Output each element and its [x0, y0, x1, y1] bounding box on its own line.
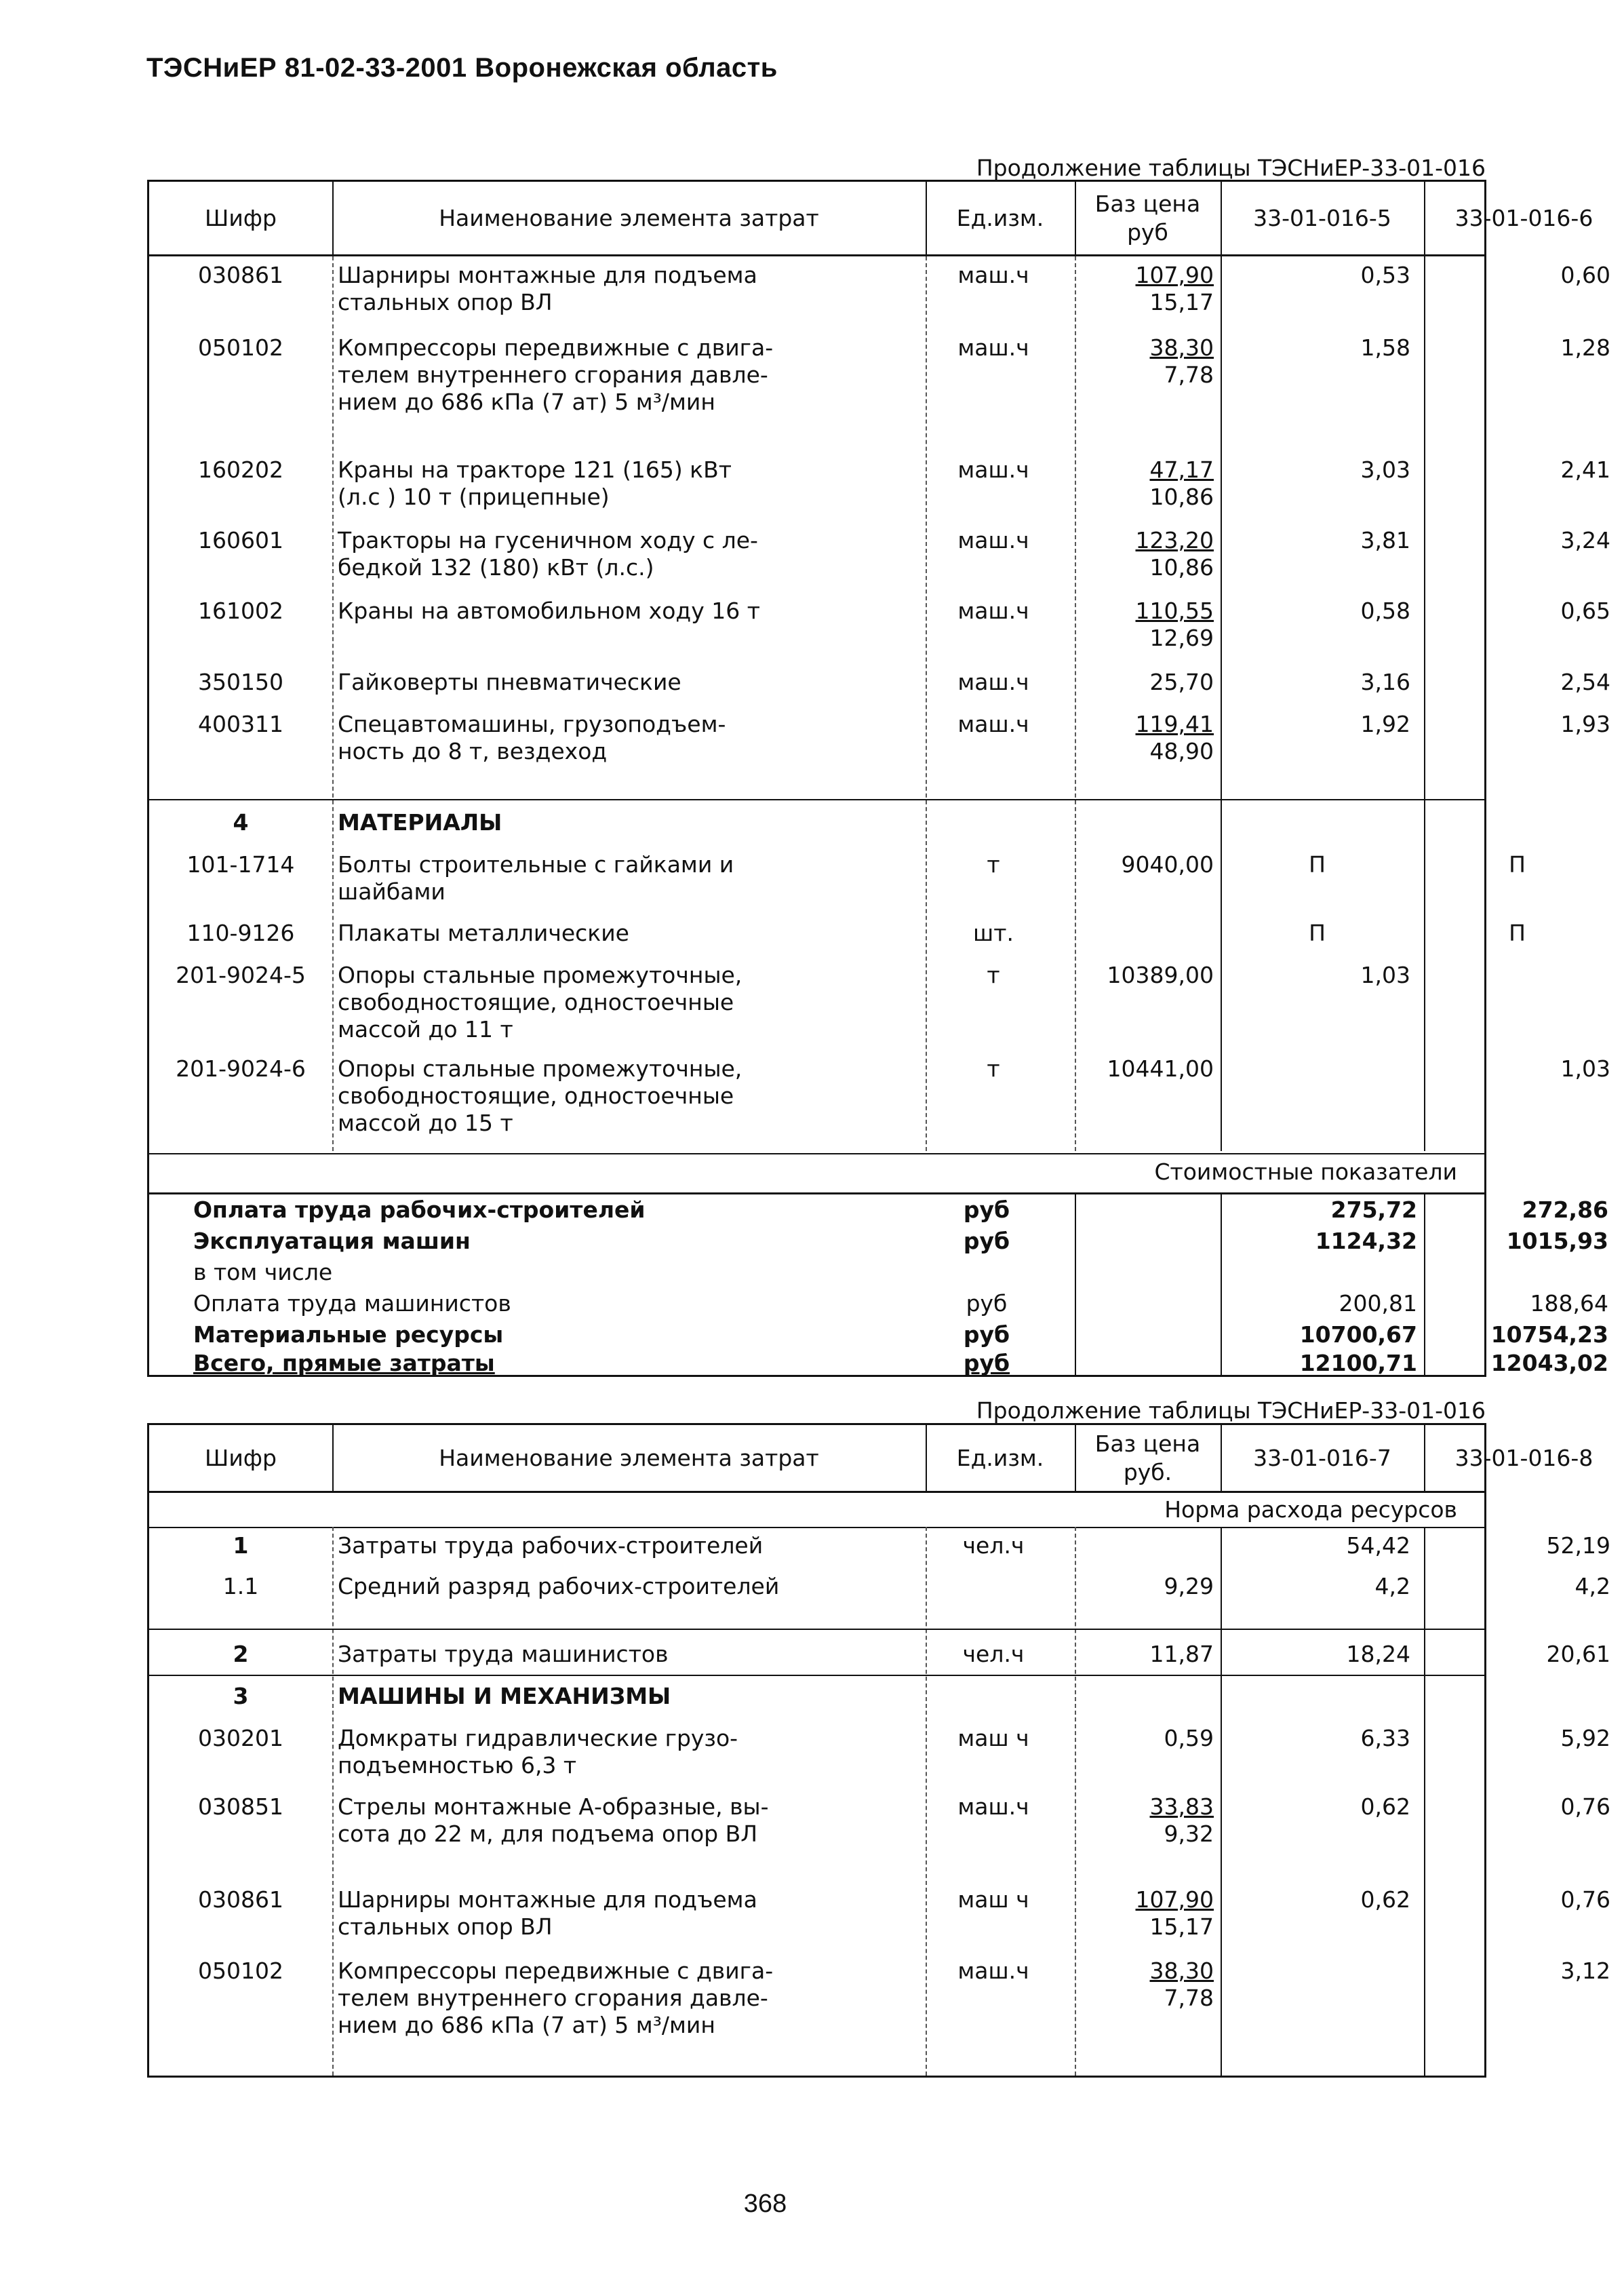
cell-price: 123,20 10,86: [1135, 527, 1214, 581]
cell-name: Шарниры монтажные для подъема стальных опор ВЛ: [338, 262, 757, 315]
cell-price: 10441,00: [1107, 1055, 1214, 1082]
cell-unit: т: [987, 1055, 1000, 1082]
divider: [149, 1629, 1484, 1630]
cell-norm2: 3,12: [1560, 1958, 1610, 1984]
cell-name: Компрессоры передвижные с двига- телем внутреннего сгорания давле- нием до 686 кПа (7 ат) 5 м³/мин: [338, 1958, 774, 2038]
cell-name: Затраты труда машинистов: [338, 1641, 669, 1667]
summary-unit: руб: [963, 1228, 1010, 1254]
cell-norm2: 1,28: [1560, 334, 1610, 361]
summary-label: в том числе: [193, 1259, 333, 1285]
cell-price: 107,90 15,17: [1135, 1886, 1214, 1940]
cell-norm2: 2,41: [1560, 456, 1610, 483]
cell-code: 161002: [198, 598, 283, 624]
col-norm2-header: 33-01-016-6: [1454, 204, 1593, 231]
cell-name: Опоры стальные промежуточные, свободностоящие, одностоечные массой до 15 т: [338, 1055, 742, 1136]
cell-norm2: 0,65: [1560, 598, 1610, 624]
table1-header: [149, 182, 1593, 256]
cell-norm2: 1,93: [1560, 711, 1610, 737]
summary-unit: руб: [963, 1321, 1010, 1348]
cell-norm1: 3,16: [1360, 669, 1410, 695]
cell-norm2: 20,61: [1546, 1641, 1610, 1667]
divider: [149, 799, 1484, 800]
cell-norm2: 4,2: [1575, 1573, 1610, 1599]
divider: [332, 1527, 334, 2076]
cell-price: 9,29: [1164, 1573, 1214, 1599]
cell-name: Спецавтомашины, грузоподъем- ность до 8 т, вездеход: [338, 711, 726, 764]
cell-code: 030201: [198, 1725, 283, 1751]
cell-price: 107,90 15,17: [1135, 262, 1214, 315]
cell-code: 350150: [198, 669, 283, 695]
col-norm2-header: 33-01-016-8: [1454, 1444, 1593, 1471]
cell-norm2: П: [1509, 851, 1526, 878]
cell-norm2: 5,92: [1560, 1725, 1610, 1751]
summary-label: Всего, прямые затраты: [193, 1350, 495, 1376]
cell-name: Стрелы монтажные А-образные, вы- сота до 22 м, для подъема опор ВЛ: [338, 1793, 769, 1847]
col-price-header: Баз цена руб: [1094, 191, 1201, 246]
cell-name: Опоры стальные промежуточные, свободностоящие, одностоечные массой до 11 т: [338, 962, 742, 1043]
cell-code: 400311: [198, 711, 283, 737]
col-name-header: Наименование элемента затрат: [439, 204, 819, 231]
divider: [1221, 256, 1222, 1151]
cost-header-label: Стоимостные показатели: [1154, 1159, 1457, 1185]
summary-value1: 1124,32: [1315, 1228, 1417, 1254]
norm-header-label: Норма расхода ресурсов: [1164, 1496, 1457, 1523]
divider: [1075, 182, 1076, 256]
table1-continuation-label: Продолжение таблицы ТЭСНиЕР-33-01-016: [976, 155, 1486, 181]
summary-label: Оплата труда рабочих-строителей: [193, 1196, 646, 1223]
cell-name: Средний разряд рабочих-строителей: [338, 1573, 780, 1599]
cell-unit: маш.ч: [957, 711, 1029, 737]
cell-name: Шарниры монтажные для подъема стальных опор ВЛ: [338, 1886, 757, 1940]
divider: [332, 256, 334, 1151]
divider: [1075, 1425, 1076, 1493]
cell-price: 110,55 12,69: [1135, 598, 1214, 651]
cell-norm2: 0,76: [1560, 1793, 1610, 1820]
cell-code: 030861: [198, 1886, 283, 1913]
summary-value1: 200,81: [1339, 1290, 1417, 1317]
cell-unit: маш.ч: [957, 669, 1029, 695]
cell-code: 030851: [198, 1793, 283, 1820]
section-title: МАШИНЫ И МЕХАНИЗМЫ: [338, 1683, 671, 1709]
cell-price: 119,41 48,90: [1135, 711, 1214, 764]
cell-norm2: 52,19: [1546, 1532, 1610, 1559]
cell-name: Краны на автомобильном ходу 16 т: [338, 598, 760, 624]
cell-unit: маш.ч: [957, 456, 1029, 483]
summary-value2: 10754,23: [1490, 1321, 1608, 1348]
cell-price: 33,83 9,32: [1149, 1793, 1214, 1847]
cell-name: Домкраты гидравлические грузо- подъемностью 6,3 т: [338, 1725, 738, 1778]
cell-name: Компрессоры передвижные с двига- телем внутреннего сгорания давле- нием до 686 кПа (7 ат) 5 м³/мин: [338, 334, 774, 415]
cell-price: 9040,00: [1121, 851, 1214, 878]
divider: [149, 1153, 1484, 1154]
divider: [1221, 1192, 1222, 1375]
table2-continuation-label: Продолжение таблицы ТЭСНиЕР-33-01-016: [976, 1397, 1486, 1424]
divider: [332, 182, 334, 256]
summary-label: Материальные ресурсы: [193, 1321, 504, 1348]
cell-norm2: П: [1509, 920, 1526, 946]
summary-value1: 12100,71: [1299, 1350, 1417, 1376]
cell-code: 1: [233, 1532, 249, 1559]
cell-norm1: 0,62: [1360, 1886, 1410, 1913]
col-code-header: Шифр: [205, 204, 277, 231]
cell-norm1: 18,24: [1346, 1641, 1410, 1667]
divider: [149, 1527, 1484, 1528]
cell-name: Затраты труда рабочих-строителей: [338, 1532, 764, 1559]
cell-code: 160601: [198, 527, 283, 553]
divider: [332, 1425, 334, 1493]
page-number: 368: [743, 2190, 787, 2218]
divider: [926, 182, 927, 256]
document-title: ТЭСНиЕР 81-02-33-2001 Воронежская область: [146, 53, 778, 83]
cell-unit: чел.ч: [962, 1532, 1025, 1559]
resource-table-1: [147, 180, 1610, 1377]
cell-price: 11,87: [1149, 1641, 1214, 1667]
cell-unit: маш ч: [957, 1886, 1029, 1913]
cell-unit: т: [987, 851, 1000, 878]
col-norm1-header: 33-01-016-7: [1253, 1444, 1391, 1471]
cell-name: Плакаты металлические: [338, 920, 629, 946]
cell-norm2: 0,76: [1560, 1886, 1610, 1913]
col-name-header: Наименование элемента затрат: [439, 1444, 819, 1471]
cell-code: 1.1: [222, 1573, 259, 1599]
section-code: 4: [233, 809, 249, 836]
divider: [1221, 1425, 1222, 1493]
cell-norm1: 0,62: [1360, 1793, 1410, 1820]
divider: [926, 256, 927, 1151]
cell-norm1: 1,03: [1360, 962, 1410, 988]
col-price-header: Баз цена руб.: [1094, 1431, 1201, 1485]
divider: [926, 1425, 927, 1493]
cell-name: Гайковерты пневматические: [338, 669, 681, 695]
cell-unit: т: [987, 962, 1000, 988]
cell-code: 030861: [198, 262, 283, 288]
cell-price: 47,17 10,86: [1149, 456, 1214, 510]
divider: [1424, 1425, 1425, 1493]
cell-code: 050102: [198, 334, 283, 361]
cell-unit: маш.ч: [957, 598, 1029, 624]
cell-name: Болты строительные с гайками и шайбами: [338, 851, 734, 905]
cell-name: Краны на тракторе 121 (165) кВт (л.с ) 10 т (прицепные): [338, 456, 732, 510]
divider: [1075, 1192, 1076, 1375]
cell-unit: маш.ч: [957, 1958, 1029, 1984]
cell-price: 0,59: [1164, 1725, 1214, 1751]
cell-norm2: 0,60: [1560, 262, 1610, 288]
cell-code: 2: [233, 1641, 249, 1667]
table2-header: [149, 1425, 1593, 1493]
cell-norm1: 0,53: [1360, 262, 1410, 288]
resource-table-2: [147, 1423, 1610, 2078]
cell-norm2: 2,54: [1560, 669, 1610, 695]
cell-unit: чел.ч: [962, 1641, 1025, 1667]
cell-code: 160202: [198, 456, 283, 483]
divider: [1221, 1527, 1222, 2076]
cell-price: 10389,00: [1107, 962, 1214, 988]
cell-price: 38,30 7,78: [1149, 1958, 1214, 2011]
section-title: МАТЕРИАЛЫ: [338, 809, 502, 836]
section-code: 3: [233, 1683, 249, 1709]
summary-unit: руб: [966, 1290, 1008, 1317]
cell-unit: маш.ч: [957, 334, 1029, 361]
cell-code: 110-9126: [186, 920, 295, 946]
cell-norm1: 6,33: [1360, 1725, 1410, 1751]
cell-code: 050102: [198, 1958, 283, 1984]
summary-value2: 272,86: [1522, 1196, 1608, 1223]
cell-norm1: 4,2: [1374, 1573, 1410, 1599]
col-unit-header: Ед.изм.: [956, 1444, 1044, 1471]
summary-unit: руб: [963, 1350, 1010, 1376]
summary-value1: 275,72: [1330, 1196, 1417, 1223]
cell-name: Тракторы на гусеничном ходу с ле- бедкой 132 (180) кВт (л.с.): [338, 527, 758, 581]
cell-price: 25,70: [1149, 669, 1214, 695]
summary-value2: 12043,02: [1490, 1350, 1608, 1376]
divider: [1221, 182, 1222, 256]
divider: [1075, 1527, 1076, 2076]
cell-norm1: 3,81: [1360, 527, 1410, 553]
summary-value1: 10700,67: [1299, 1321, 1417, 1348]
cell-unit: маш.ч: [957, 527, 1029, 553]
cell-norm1: П: [1309, 920, 1326, 946]
summary-unit: руб: [963, 1196, 1010, 1223]
col-code-header: Шифр: [205, 1444, 277, 1471]
cell-unit: маш.ч: [957, 1793, 1029, 1820]
cell-norm1: 1,92: [1360, 711, 1410, 737]
summary-value2: 1015,93: [1506, 1228, 1608, 1254]
divider: [1075, 256, 1076, 1151]
divider: [1424, 182, 1425, 256]
cell-unit: маш.ч: [957, 262, 1029, 288]
cell-price: 38,30 7,78: [1149, 334, 1214, 388]
cell-norm1: П: [1309, 851, 1326, 878]
divider: [149, 1192, 1484, 1194]
cell-code: 101-1714: [186, 851, 295, 878]
cell-norm2: 3,24: [1560, 527, 1610, 553]
summary-label: Эксплуатация машин: [193, 1228, 471, 1254]
cell-norm1: 54,42: [1346, 1532, 1410, 1559]
cell-code: 201-9024-5: [176, 962, 306, 988]
cell-unit: маш ч: [957, 1725, 1029, 1751]
divider: [1424, 256, 1425, 1151]
cell-norm1: 1,58: [1360, 334, 1410, 361]
summary-label: Оплата труда машинистов: [193, 1290, 511, 1317]
cell-code: 201-9024-6: [176, 1055, 306, 1082]
cell-norm1: 3,03: [1360, 456, 1410, 483]
divider: [149, 1675, 1484, 1676]
summary-value2: 188,64: [1530, 1290, 1608, 1317]
cell-norm1: 0,58: [1360, 598, 1410, 624]
col-norm1-header: 33-01-016-5: [1253, 204, 1391, 231]
col-unit-header: Ед.изм.: [956, 204, 1044, 231]
cell-norm2: 1,03: [1560, 1055, 1610, 1082]
cell-unit: шт.: [973, 920, 1014, 946]
